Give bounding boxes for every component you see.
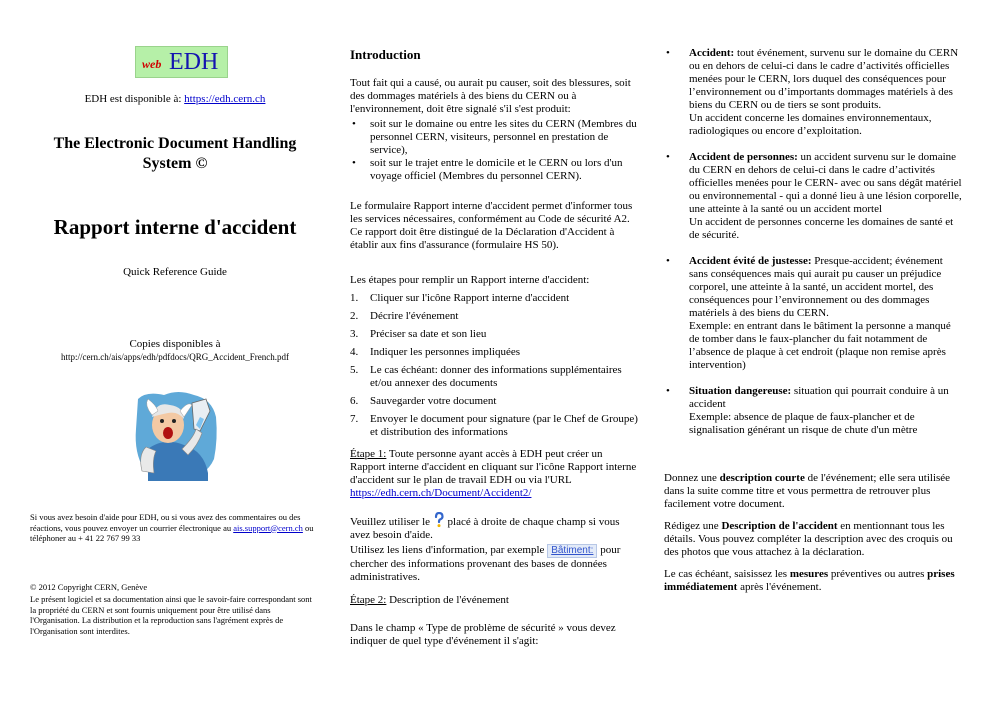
step-item: 1. Cliquer sur l'icône Rapport interne d'accident <box>350 292 570 304</box>
help-usage-text-end: placé à droite de chaque champ si vous avez besoin d'aide. <box>350 516 620 541</box>
help-usage-text: Veuillez utiliser le <box>350 516 433 528</box>
step1-label: Étape 1: <box>350 448 387 460</box>
intro-heading: Introduction <box>350 47 421 62</box>
legal-notice: Le présent logiciel et sa documentation ainsi que le savoir-faire correspondant sont la propriété du CERN et sont fournis uniquement pour être utilisé dans l'Organisation. La distribution et la reproduction sans l'agrément exprès de l'Organisation sont interdites. <box>30 594 312 636</box>
page-title: Rapport interne d'accident <box>53 215 297 239</box>
help-usage-paragraph <box>350 512 638 542</box>
step-item: 7. Envoyer le document pour signature (par le Chef de Groupe) et distribution des informations <box>350 413 638 438</box>
intro-text: Tout fait qui a causé, ou aurait pu causer, soit des blessures, soit des dommages matériels à des biens du CERN ou à l'environnement, doit être signalé s'il s'est produit: <box>350 77 631 115</box>
form-text-1: Le formulaire Rapport interne d'accident permet d'informer tous les services nécessaires, conformément au Code de sécurité A2. <box>350 200 633 225</box>
intro-bullet: • soit sur le trajet entre le domicile et le CERN ou lors d'un voyage officiel (Membres du personnel CERN). <box>350 157 638 183</box>
event-type-item: • Accident évité de justesse: Presque-accident; événement sans conséquences mais qui aurait pu causer un préjudice corporel, une atteinte à la santé, un accident mortel, des conséquences pour l’environnement ou des dommages matériels à des biens du CERN. Exemple: en entrant dans le bâtiment la personne a manqué de tomber dans le faux-plancher du fait notamment de l’absence de plaque à cet endroit (plaque non remise après intervention) <box>666 255 962 372</box>
event-type-item: • Situation dangereuse: situation qui pourrait conduire à un accident Exemple: absence de plaque de faux-plancher et de signalisation générant un risque de chute d'un mètre <box>666 385 962 437</box>
copies-url[interactable]: http://cern.ch/ais/apps/edh/pdfdocs/QRG_Accident_French.pdf <box>61 352 289 362</box>
event-type-term: Accident de personnes: <box>689 151 798 163</box>
steps-list <box>350 292 638 444</box>
help-question-icon[interactable] <box>433 512 445 528</box>
info-links-paragraph <box>350 544 638 584</box>
info-links-text: Utilisez les liens d'information, par exemple <box>350 544 548 556</box>
scientist-clipart <box>134 389 218 481</box>
availability-line <box>30 93 320 106</box>
form-text-2: Ce rapport doit être distingué de la Déclaration d'Accident à établir aux fins d'assurance (formulaire HS 50). <box>350 226 615 251</box>
accident-description-paragraph: Rédigez une Description de l'accident en mentionnant tous les détails. Vous pouvez compléter la description avec des croquis ou des photos que vous attachez à la déclaration. <box>664 520 953 558</box>
support-email-link[interactable]: ais.support@cern.ch <box>233 522 303 533</box>
accident-form-link[interactable]: https://edh.cern.ch/Document/Accident2/ <box>350 487 532 499</box>
system-subtitle: The Electronic Document Handling System © <box>53 135 297 172</box>
step1-text: Toute personne ayant accès à EDH peut créer un Rapport interne d'accident en cliquant sur l'icône Rapport interne d'accident sur le plan de travail EDH ou via l'URL <box>350 448 637 486</box>
help-text: Si vous avez besoin d'aide pour EDH, ou si vous avez des commentaires ou des réactions, vous pouvez envoyer un courrier électronique au <box>30 512 301 533</box>
form-description <box>350 200 638 252</box>
step-item: 4. Indiquer les personnes impliquées <box>350 346 520 358</box>
short-description-paragraph: Donnez une description courte de l'événement; elle sera utilisée dans la suite comme titre et vous permettra de retrouver plus facilement votre document. <box>664 472 951 510</box>
step-item: 5. Le cas échéant: donner des informations supplémentaires et/ou annexer des documents <box>350 364 622 389</box>
availability-label: EDH est disponible à: <box>84 93 185 105</box>
step-item: 2. Décrire l'événement <box>350 310 459 322</box>
step2-text: Description de l'événement <box>386 594 509 606</box>
edh-link[interactable]: https://edh.cern.ch <box>184 93 266 105</box>
field-type-paragraph: Dans le champ « Type de problème de sécurité » vous devez indiquer de quel type d'événement il s'agit: <box>350 622 616 647</box>
guide-label: Quick Reference Guide <box>123 266 227 278</box>
help-phone-text: ou téléphoner au + 41 22 767 99 33 <box>30 522 314 543</box>
intro-bullet: • soit sur le domaine ou entre les sites du CERN (Membres du personnel CERN, visiteurs, personnel en prestation de service), <box>350 118 638 157</box>
event-type-item: • Accident de personnes: un accident survenu sur le domaine du CERN en dehors de celui-ci dans le cadre d’activités officielles menées pour le CERN- avec ou sans dégât matériel ou environnemental - qui a donné lieu à une lésion corporelle, une atteinte à la santé ou un accident mortel Un accident de personnes concerne les domaines de santé et de sécurité. <box>666 151 962 242</box>
logo-edh-text: EDH <box>169 49 219 75</box>
edh-logo <box>135 46 228 78</box>
step-item: 6. Sauvegarder votre document <box>350 395 497 407</box>
event-type-list <box>666 47 962 437</box>
measures-paragraph: Le cas échéant, saisissez les mesures préventives ou autres prises immédiatement après l'événement. <box>664 568 955 593</box>
step2-paragraph <box>350 594 638 607</box>
copies-label: Copies disponibles à <box>129 338 221 350</box>
help-paragraph <box>30 512 320 544</box>
batiment-info-button[interactable]: Bâtiment: <box>547 544 597 558</box>
event-type-term: Accident: <box>689 47 735 59</box>
logo-web-text: web <box>142 57 162 71</box>
event-type-term: Accident évité de justesse: <box>689 255 812 267</box>
info-links-text-end: pour chercher des informations provenant des bases de données administratives. <box>350 544 621 583</box>
event-type-item: • Accident: tout événement, survenu sur le domaine du CERN ou en dehors de celui-ci dans le cadre d’activités officielles menées pour le CERN, lors duquel des conséquences pour l’environnement ou d’importants dommages matériels à des biens du CERN ou de tiers se sont produits. Un accident concerne les domaines environnementaux, radiologiques ou encore d’exploitation. <box>666 47 962 138</box>
copyright-line: © 2012 Copyright CERN, Genève <box>30 582 148 592</box>
step-item: 3. Préciser sa date et son lieu <box>350 328 487 340</box>
step2-label: Étape 2: <box>350 594 387 606</box>
step1-paragraph <box>350 448 638 500</box>
event-type-term: Situation dangereuse: <box>689 385 792 397</box>
steps-intro: Les étapes pour remplir un Rapport interne d'accident: <box>350 274 590 286</box>
intro-bullet-list <box>350 118 638 183</box>
